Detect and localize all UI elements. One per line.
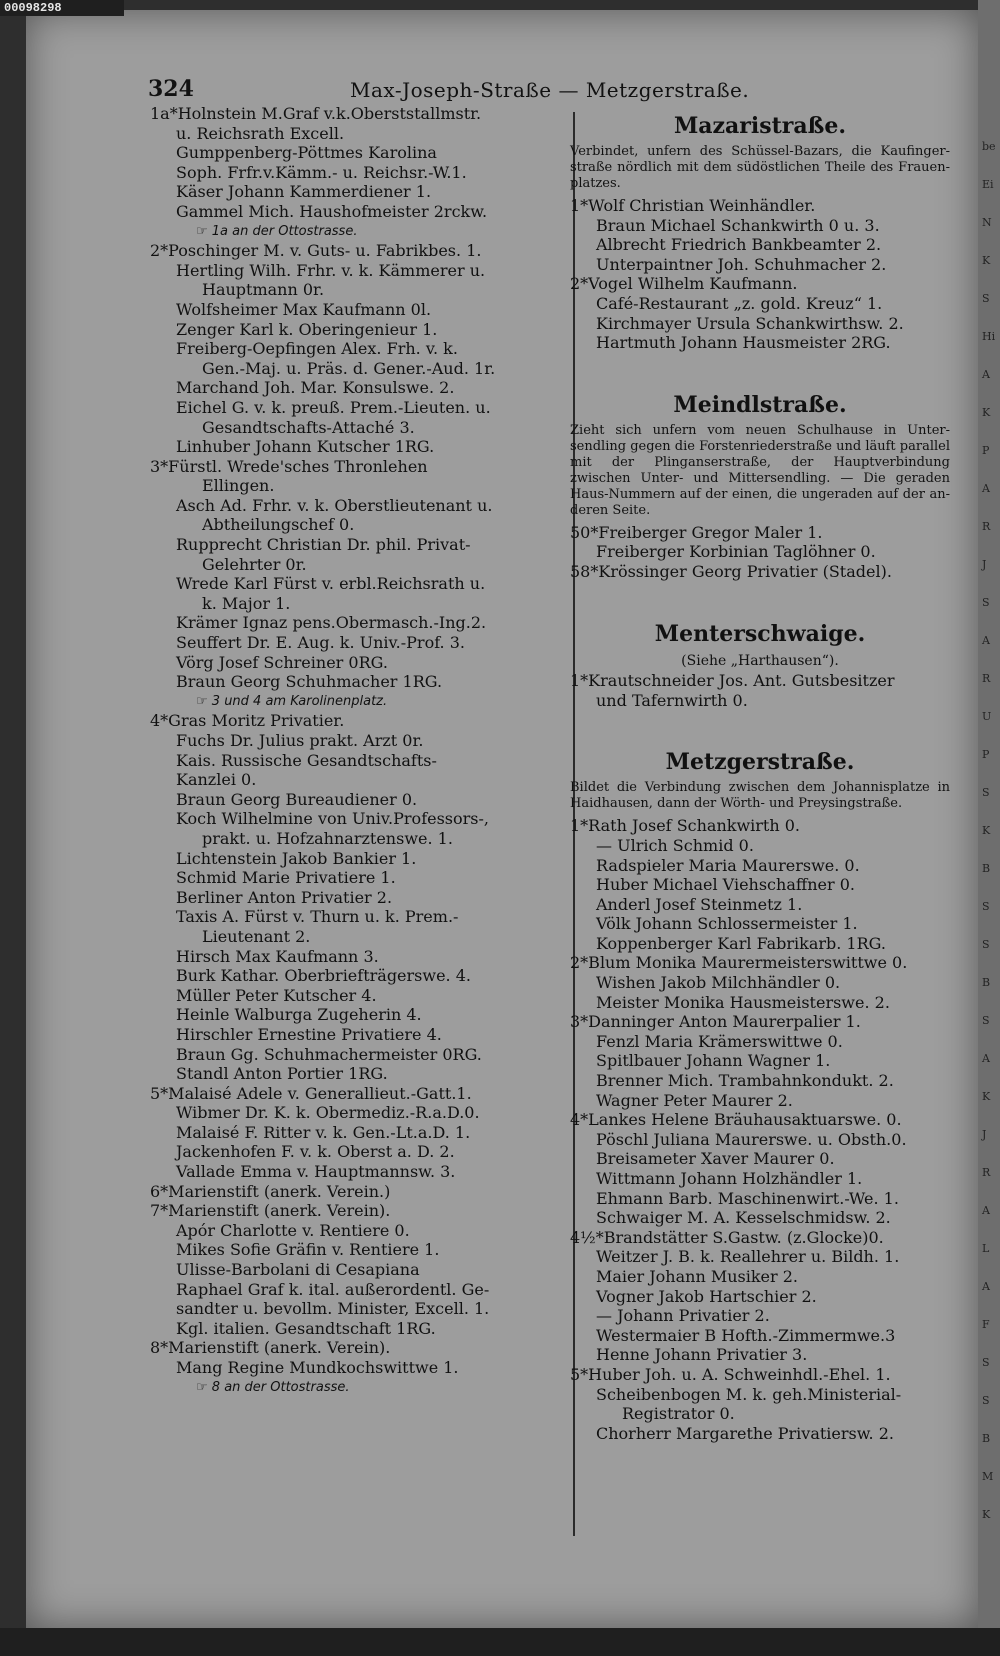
directory-entry: Raphael Graf k. ital. außerordentl. Ge- — [176, 1279, 490, 1299]
directory-entry: Wishen Jakob Milchhändler 0. — [596, 973, 841, 993]
directory-entry: Burk Kathar. Oberbriefträgerswe. 4. — [176, 966, 471, 986]
directory-entry: 2*Blum Monika Maurermeisterswittwe 0. — [570, 953, 908, 973]
directory-entry: Schmid Marie Privatiere 1. — [176, 868, 396, 888]
section-spacer — [570, 710, 950, 734]
directory-entry: Hartmuth Johann Hausmeister 2RG. — [596, 333, 891, 353]
directory-entry: 1a*Holnstein M.Graf v.k.Oberststallmstr. — [150, 104, 482, 123]
directory-entry: 7*Marienstift (anerk. Verein). — [150, 1201, 391, 1221]
left-column — [150, 104, 558, 1397]
directory-entry: Schwaiger M. A. Kesselschmidsw. 2. — [596, 1208, 891, 1228]
directory-entry: 4*Gras Moritz Privatier. — [150, 711, 345, 731]
strip-fragment: S — [982, 786, 990, 799]
strip-fragment: S — [982, 938, 990, 951]
strip-fragment: K — [982, 1508, 991, 1521]
directory-entry: Taxis A. Fürst v. Thurn u. k. Prem.- — [176, 907, 459, 927]
directory-entry: 1*Krautschneider Jos. Ant. Gutsbesitzer — [570, 671, 895, 691]
directory-entry: Wagner Peter Maurer 2. — [596, 1090, 793, 1110]
directory-entry: ☞ 8 an der Ottostrasse. — [196, 1379, 350, 1395]
strip-fragment: S — [982, 1014, 990, 1027]
directory-entry: 1*Wolf Christian Weinhändler. — [570, 196, 816, 215]
strip-fragment: S — [982, 596, 990, 609]
directory-entry: Westermaier B Hofth.-Zimmermwe.3 — [596, 1325, 896, 1345]
directory-entry: 50*Freiberger Gregor Maler 1. — [570, 522, 823, 542]
directory-entry: Unterpaintner Joh. Schuhmacher 2. — [596, 254, 887, 274]
street-description: Zieht sich unfern vom neuen Schulhause in Unter-sendling gegen die Forstenriederstraße und läuft parallel mit der Plinganserstraße, der Hauptverbindung zwischen Unter- und Mittersendling. — Die geraden Haus-Nummern auf der einen, die ungeraden auf der an-deren Seite. — [570, 422, 950, 518]
directory-entry: Jackenhofen F. v. k. Oberst a. D. 2. — [176, 1142, 455, 1162]
directory-entry: Mang Regine Mundkochswittwe 1. — [176, 1358, 459, 1377]
directory-entry: Wittmann Johann Holzhändler 1. — [596, 1169, 863, 1188]
directory-entry: Soph. Frfr.v.Kämm.- u. Reichsr.-W.1. — [176, 162, 467, 182]
directory-entry: Koppenberger Karl Fabrikarb. 1RG. — [596, 933, 886, 953]
strip-fragment: A — [982, 1204, 990, 1217]
directory-entry: Braun Michael Schankwirth 0 u. 3. — [596, 215, 880, 235]
directory-entry: Pöschl Juliana Maurerswe. u. Obsth.0. — [596, 1129, 907, 1149]
directory-entry: ☞ 1a an der Ottostrasse. — [196, 223, 358, 239]
directory-entry: Registrator 0. — [622, 1404, 735, 1424]
strip-fragment: Hi — [982, 330, 996, 343]
strip-fragment: R — [982, 520, 991, 533]
directory-entry: Fenzl Maria Krämerswittwe 0. — [596, 1031, 843, 1051]
directory-entry: Meister Monika Hausmeisterswe. 2. — [596, 992, 890, 1012]
directory-entry: Breisameter Xaver Maurer 0. — [596, 1149, 835, 1169]
directory-entry: Abtheilungschef 0. — [202, 515, 355, 535]
strip-fragment: R — [982, 672, 991, 685]
strip-fragment: S — [982, 292, 990, 305]
strip-fragment: P — [982, 444, 990, 457]
directory-entry: Kirchmayer Ursula Schankwirthsw. 2. — [596, 313, 904, 333]
directory-entry: Gelehrter 0r. — [202, 554, 307, 574]
directory-entry: Gesandtschafts-Attaché 3. — [202, 417, 415, 437]
adjacent-page-strip — [978, 0, 1000, 1656]
directory-entry: Heinle Walburga Zugeherin 4. — [176, 1005, 422, 1025]
directory-entry: Kais. Russische Gesandtschafts- — [176, 750, 437, 770]
directory-entry: Wrede Karl Fürst v. erbl.Reichsrath u. — [176, 574, 486, 594]
strip-fragment: B — [982, 976, 991, 989]
directory-entry: Vogner Jakob Hartschier 2. — [596, 1286, 817, 1306]
strip-fragment: U — [982, 710, 992, 723]
directory-entry: k. Major 1. — [202, 593, 291, 613]
strip-fragment: P — [982, 748, 990, 761]
directory-entry: Hirschler Ernestine Privatiere 4. — [176, 1024, 442, 1044]
strip-fragment: J — [982, 558, 987, 571]
directory-entry: — Ulrich Schmid 0. — [596, 835, 754, 855]
directory-entry: 2*Poschinger M. v. Guts- u. Fabrikbes. 1. — [150, 241, 482, 261]
directory-entry: Eichel G. v. k. preuß. Prem.-Lieuten. u. — [176, 397, 491, 417]
directory-entry: Vallade Emma v. Hauptmannsw. 3. — [176, 1162, 456, 1182]
directory-entry: Krämer Ignaz pens.Obermasch.-Ing.2. — [176, 613, 487, 633]
street-heading: Meindlstraße. — [673, 391, 847, 418]
directory-entry: Gammel Mich. Haushofmeister 2rckw. — [176, 201, 488, 221]
directory-entry: Vörg Josef Schreiner 0RG. — [176, 652, 388, 672]
directory-entry: Brenner Mich. Trambahnkondukt. 2. — [596, 1071, 894, 1091]
directory-entry: Linhuber Johann Kutscher 1RG. — [176, 437, 435, 457]
directory-entry: Rupprecht Christian Dr. phil. Privat- — [176, 535, 471, 555]
directory-entry: Kgl. italien. Gesandtschaft 1RG. — [176, 1318, 436, 1338]
directory-entry: Braun Georg Schuhmacher 1RG. — [176, 672, 443, 692]
directory-entry: Apór Charlotte v. Rentiere 0. — [176, 1220, 410, 1240]
directory-entry: 8*Marienstift (anerk. Verein). — [150, 1338, 391, 1358]
directory-entry: 4½*Brandstätter S.Gastw. (z.Glocke)0. — [570, 1227, 884, 1247]
street-description: Verbindet, unfern des Schüssel-Bazars, die Kaufinger-straße nördlich mit dem südöstlichen Theile des Frauen-platzes. — [570, 144, 950, 191]
strip-fragment: be — [982, 140, 996, 153]
directory-entry: Chorherr Margarethe Privatiersw. 2. — [596, 1423, 894, 1443]
scan-border — [0, 1628, 1000, 1656]
page-number: 324 — [148, 76, 194, 102]
directory-entry: Koch Wilhelmine von Univ.Professors-, — [176, 809, 489, 829]
strip-fragment: A — [982, 634, 990, 647]
strip-fragment: B — [982, 1432, 991, 1445]
directory-entry: Wolfsheimer Max Kaufmann 0l. — [176, 299, 432, 319]
strip-fragment: A — [982, 368, 990, 381]
directory-entry: 4*Lankes Helene Bräuhausaktuarswe. 0. — [570, 1110, 902, 1130]
strip-fragment: A — [982, 1280, 990, 1293]
directory-entry: Braun Gg. Schuhmachermeister 0RG. — [176, 1044, 482, 1064]
strip-fragment: M — [982, 1470, 994, 1483]
directory-entry: Hertling Wilh. Frhr. v. k. Kämmerer u. — [176, 260, 486, 280]
section-spacer — [570, 353, 950, 377]
strip-fragment: S — [982, 1356, 990, 1369]
strip-fragment: B — [982, 862, 991, 875]
directory-entry: Lieutenant 2. — [202, 926, 311, 946]
directory-entry: Anderl Josef Steinmetz 1. — [596, 894, 803, 914]
directory-entry: 2*Vogel Wilhelm Kaufmann. — [570, 274, 798, 294]
directory-entry: Berliner Anton Privatier 2. — [176, 887, 393, 907]
strip-fragment: A — [982, 482, 990, 495]
directory-entry: Café-Restaurant „z. gold. Kreuz“ 1. — [596, 293, 883, 313]
directory-entry: Weitzer J. B. k. Reallehrer u. Bildh. 1. — [596, 1247, 900, 1267]
directory-entry: ☞ 3 und 4 am Karolinenplatz. — [196, 693, 388, 709]
directory-entry: Zenger Karl k. Oberingenieur 1. — [176, 319, 438, 339]
street-heading: Mazaristraße. — [673, 113, 847, 139]
directory-entry: Radspieler Maria Maurerswe. 0. — [596, 855, 860, 875]
directory-entry: 5*Huber Joh. u. A. Schweinhdl.-Ehel. 1. — [570, 1364, 891, 1384]
running-head: Max-Joseph-Straße — Metzgerstraße. — [350, 78, 750, 102]
directory-entry: Standl Anton Portier 1RG. — [176, 1064, 388, 1084]
directory-entry: Braun Georg Bureaudiener 0. — [176, 789, 418, 809]
directory-entry: Henne Johann Privatier 3. — [596, 1345, 808, 1365]
directory-entry: Müller Peter Kutscher 4. — [176, 985, 377, 1005]
strip-fragment: J — [982, 1128, 987, 1141]
directory-entry: Hirsch Max Kaufmann 3. — [176, 946, 379, 966]
section-spacer — [570, 582, 950, 606]
directory-entry: Albrecht Friedrich Bankbeamter 2. — [596, 235, 882, 255]
directory-entry: 3*Fürstl. Wrede'sches Thronlehen — [150, 456, 428, 476]
directory-entry: Wibmer Dr. K. k. Obermediz.-R.a.D.0. — [176, 1103, 480, 1123]
directory-entry: Seuffert Dr. E. Aug. k. Univ.-Prof. 3. — [176, 633, 465, 653]
directory-entry: Gen.-Maj. u. Präs. d. Gener.-Aud. 1r. — [202, 358, 496, 378]
directory-entry: Lichtenstein Jakob Bankier 1. — [176, 848, 417, 868]
directory-entry: Gumppenberg-Pöttmes Karolina — [176, 143, 437, 163]
strip-fragment: K — [982, 824, 991, 837]
directory-entry: Ehmann Barb. Maschinenwirt.-We. 1. — [596, 1188, 899, 1208]
strip-fragment: N — [982, 216, 992, 229]
strip-fragment: S — [982, 900, 990, 913]
directory-entry: sandter u. bevollm. Minister, Excell. 1. — [176, 1299, 490, 1319]
directory-entry: Maier Johann Musiker 2. — [596, 1266, 799, 1286]
directory-entry: Huber Michael Viehschaffner 0. — [596, 875, 855, 895]
directory-entry: und Tafernwirth 0. — [596, 690, 748, 710]
directory-entry: — Johann Privatier 2. — [596, 1306, 770, 1326]
strip-fragment: S — [982, 1394, 990, 1407]
strip-fragment: A — [982, 1052, 990, 1065]
strip-fragment: K — [982, 1090, 991, 1103]
strip-fragment: K — [982, 406, 991, 419]
scan-id-label: 00098298 — [0, 0, 124, 16]
directory-entry: u. Reichsrath Excell. — [176, 123, 345, 143]
directory-entry: 58*Krössinger Georg Privatier (Stadel). — [570, 561, 892, 581]
directory-entry: (Siehe „Harthausen“). — [681, 652, 839, 669]
directory-entry: Freiberger Korbinian Taglöhner 0. — [596, 542, 876, 562]
directory-entry: 6*Marienstift (anerk. Verein.) — [150, 1181, 391, 1201]
street-description: Bildet die Verbindung zwischen dem Johannisplatze in Haidhausen, dann der Wörth- und Preysingstraße. — [570, 780, 950, 812]
directory-entry: Spitlbauer Johann Wagner 1. — [596, 1051, 831, 1071]
directory-entry: Malaisé F. Ritter v. k. Gen.-Lt.a.D. 1. — [176, 1122, 471, 1142]
directory-entry: Ellingen. — [202, 476, 275, 496]
directory-entry: Ulisse-Barbolani di Cesapiana — [176, 1260, 420, 1280]
street-heading: Menterschwaige. — [654, 620, 866, 647]
strip-fragment: Ei — [982, 178, 994, 191]
strip-fragment: F — [982, 1318, 990, 1331]
directory-entry: Käser Johann Kammerdiener 1. — [176, 182, 432, 202]
directory-entry: 5*Malaisé Adele v. Generallieut.-Gatt.1. — [150, 1083, 472, 1103]
street-heading: Metzgerstraße. — [665, 749, 855, 776]
directory-entry: Scheibenbogen M. k. geh.Ministerial- — [596, 1384, 902, 1404]
directory-entry: Freiberg-Oepfingen Alex. Frh. v. k. — [176, 339, 458, 359]
directory-entry: Kanzlei 0. — [176, 770, 257, 790]
directory-entry: Hauptmann 0r. — [202, 280, 325, 300]
strip-fragment: R — [982, 1166, 991, 1179]
directory-entry: Völk Johann Schlossermeister 1. — [596, 914, 858, 934]
strip-fragment: K — [982, 254, 991, 267]
directory-entry: 1*Rath Josef Schankwirth 0. — [570, 816, 800, 836]
strip-fragment: L — [982, 1242, 990, 1255]
directory-entry: 3*Danninger Anton Maurerpalier 1. — [570, 1012, 861, 1032]
directory-entry: Asch Ad. Frhr. v. k. Oberstlieutenant u. — [176, 495, 493, 515]
directory-entry: Marchand Joh. Mar. Konsulswe. 2. — [176, 378, 455, 398]
directory-entry: Mikes Sofie Gräfin v. Rentiere 1. — [176, 1240, 440, 1260]
directory-entry: Fuchs Dr. Julius prakt. Arzt 0r. — [176, 731, 424, 750]
right-column — [570, 98, 950, 1443]
directory-entry: prakt. u. Hofzahnarztenswe. 1. — [202, 828, 453, 848]
